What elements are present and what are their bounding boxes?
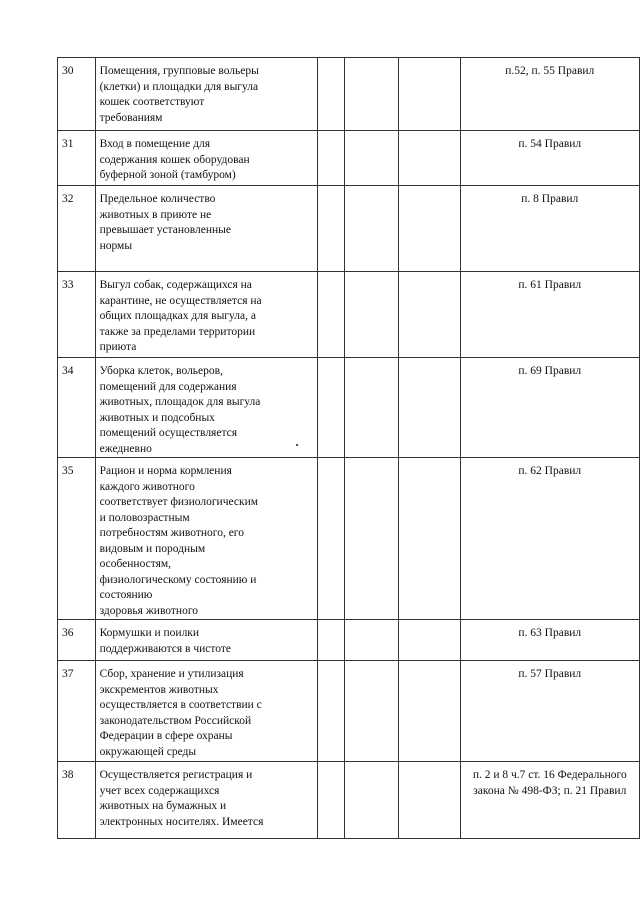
empty-cell — [398, 272, 460, 358]
table-row — [58, 58, 640, 131]
empty-cell — [345, 131, 399, 186]
scan-speck — [296, 444, 298, 446]
empty-cell — [398, 661, 460, 762]
row-number: 35 — [58, 458, 96, 620]
reference-text: п. 54 Правил — [460, 131, 639, 186]
reference-text: п. 57 Правил — [460, 661, 639, 762]
empty-cell — [318, 186, 345, 272]
empty-cell — [345, 458, 399, 620]
reference-text: п. 69 Правил — [460, 358, 639, 458]
reference-text: п. 62 Правил — [460, 458, 639, 620]
empty-cell — [398, 358, 460, 458]
table-row — [58, 272, 640, 358]
row-number: 30 — [58, 58, 96, 131]
empty-cell — [345, 762, 399, 839]
empty-cell — [318, 131, 345, 186]
empty-cell — [318, 661, 345, 762]
row-number: 36 — [58, 620, 96, 661]
reference-text: п. 63 Правил — [460, 620, 639, 661]
requirement-text: Кормушки и поилки поддерживаются в чистоте — [95, 620, 318, 661]
table-row — [58, 186, 640, 272]
requirement-text: Вход в помещение для содержания кошек оборудован буферной зоной (тамбуром) — [95, 131, 318, 186]
empty-cell — [345, 661, 399, 762]
empty-cell — [345, 620, 399, 661]
requirement-text: Помещения, групповые вольеры (клетки) и площадки для выгула кошек соответствуют требованиям — [95, 58, 318, 131]
reference-text: п. 61 Правил — [460, 272, 639, 358]
row-number: 31 — [58, 131, 96, 186]
empty-cell — [318, 620, 345, 661]
requirement-text: Уборка клеток, вольеров, помещений для содержания животных, площадок для выгула животных и подсобных помещений осуществляется ежедневно — [95, 358, 318, 458]
row-number: 37 — [58, 661, 96, 762]
checklist-table — [57, 57, 640, 839]
row-number: 34 — [58, 358, 96, 458]
row-number: 32 — [58, 186, 96, 272]
row-number: 38 — [58, 762, 96, 839]
table-row — [58, 358, 640, 458]
requirement-text: Выгул собак, содержащихся на карантине, не осуществляется на общих площадках для выгула, а также за пределами территории приюта — [95, 272, 318, 358]
table-row — [58, 131, 640, 186]
empty-cell — [398, 186, 460, 272]
requirement-text: Сбор, хранение и утилизация экскрементов животных осуществляется в соответствии с законодательством Российской Федерации в сфере охраны окружающей среды — [95, 661, 318, 762]
empty-cell — [345, 358, 399, 458]
table-row — [58, 458, 640, 620]
table-row — [58, 762, 640, 839]
row-number: 33 — [58, 272, 96, 358]
table-row — [58, 661, 640, 762]
empty-cell — [318, 272, 345, 358]
requirement-text: Осуществляется регистрация и учет всех содержащихся животных на бумажных и электронных носителях. Имеется — [95, 762, 318, 839]
empty-cell — [398, 131, 460, 186]
empty-cell — [398, 762, 460, 839]
empty-cell — [345, 58, 399, 131]
empty-cell — [398, 58, 460, 131]
reference-text: п.52, п. 55 Правил — [460, 58, 639, 131]
empty-cell — [345, 186, 399, 272]
empty-cell — [398, 458, 460, 620]
empty-cell — [318, 458, 345, 620]
reference-text: п. 8 Правил — [460, 186, 639, 272]
reference-text: п. 2 и 8 ч.7 ст. 16 Федерального закона № 498-ФЗ; п. 21 Правил — [460, 762, 639, 839]
requirement-text: Предельное количество животных в приюте не превышает установленные нормы — [95, 186, 318, 272]
empty-cell — [398, 620, 460, 661]
requirement-text: Рацион и норма кормления каждого животного соответствует физиологическим и половозрастным потребностям животного, его видовым и породным особенностям, физиологическому состоянию и состоянию здоровья животного — [95, 458, 318, 620]
empty-cell — [318, 358, 345, 458]
empty-cell — [318, 58, 345, 131]
empty-cell — [318, 762, 345, 839]
empty-cell — [345, 272, 399, 358]
table-row — [58, 620, 640, 661]
